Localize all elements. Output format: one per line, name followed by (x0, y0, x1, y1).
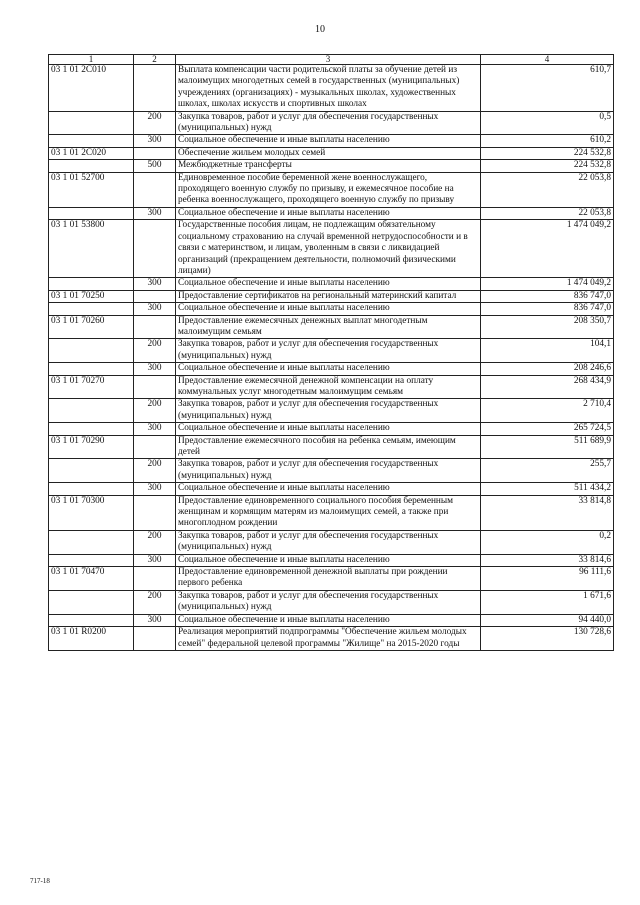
row-expense-type: 300 (134, 363, 176, 375)
row-code: 03 1 01 70470 (49, 567, 134, 591)
row-amount: 511 689,9 (481, 435, 614, 459)
row-expense-type (134, 147, 176, 159)
row-expense-type: 200 (134, 339, 176, 363)
table-row (49, 207, 614, 219)
row-code (49, 135, 134, 147)
row-amount: 130 728,6 (481, 627, 614, 651)
row-description: Предоставление ежемесячного пособия на ребенка семьям, имеющим детей (176, 435, 481, 459)
row-expense-type: 300 (134, 614, 176, 626)
row-description: Социальное обеспечение и иные выплаты населению (176, 423, 481, 435)
table-row (49, 111, 614, 135)
row-code (49, 459, 134, 483)
row-code (49, 483, 134, 495)
row-expense-type (134, 315, 176, 339)
row-amount: 104,1 (481, 339, 614, 363)
table-row (49, 172, 614, 207)
row-code (49, 339, 134, 363)
row-amount: 255,7 (481, 459, 614, 483)
table-row (49, 423, 614, 435)
row-amount: 836 747,0 (481, 290, 614, 302)
column-header: 4 (481, 55, 614, 65)
row-code: 03 1 01 70260 (49, 315, 134, 339)
row-amount: 1 474 049,2 (481, 278, 614, 290)
table-row (49, 363, 614, 375)
row-description: Закупка товаров, работ и услуг для обеспечения государственных (муниципальных) нужд (176, 111, 481, 135)
table-row (49, 375, 614, 399)
row-amount: 0,5 (481, 111, 614, 135)
table-row (49, 339, 614, 363)
row-code (49, 554, 134, 566)
row-amount: 511 434,2 (481, 483, 614, 495)
row-amount: 94 440,0 (481, 614, 614, 626)
row-code: 03 1 01 70250 (49, 290, 134, 302)
row-code (49, 207, 134, 219)
row-amount: 1 474 049,2 (481, 220, 614, 278)
row-code (49, 111, 134, 135)
table-header-row (49, 55, 614, 65)
table-row (49, 147, 614, 159)
row-expense-type: 300 (134, 207, 176, 219)
row-code (49, 363, 134, 375)
row-expense-type (134, 627, 176, 651)
row-code: 03 1 01 2С010 (49, 65, 134, 112)
row-expense-type (134, 65, 176, 112)
row-expense-type (134, 495, 176, 530)
budget-table (48, 54, 614, 651)
row-amount: 208 350,7 (481, 315, 614, 339)
row-code: 03 1 01 53800 (49, 220, 134, 278)
row-code (49, 303, 134, 315)
row-expense-type: 500 (134, 160, 176, 172)
table-row (49, 614, 614, 626)
table-row (49, 530, 614, 554)
table-row (49, 590, 614, 614)
row-description: Предоставление ежемесячной денежной компенсации на оплату коммунальных услуг многодетным малоимущим семьям (176, 375, 481, 399)
row-code: 03 1 01 70270 (49, 375, 134, 399)
row-amount: 610,2 (481, 135, 614, 147)
row-amount: 2 710,4 (481, 399, 614, 423)
row-amount: 0,2 (481, 530, 614, 554)
row-description: Предоставление ежемесячных денежных выплат многодетным малоимущим семьям (176, 315, 481, 339)
row-amount: 1 671,6 (481, 590, 614, 614)
table-row (49, 220, 614, 278)
row-expense-type (134, 375, 176, 399)
table-row (49, 303, 614, 315)
row-code: 03 1 01 2С020 (49, 147, 134, 159)
row-code (49, 614, 134, 626)
row-description: Социальное обеспечение и иные выплаты населению (176, 554, 481, 566)
row-description: Предоставление единовременной денежной выплаты при рождении первого ребенка (176, 567, 481, 591)
row-description: Обеспечение жильем молодых семей (176, 147, 481, 159)
row-description: Выплата компенсации части родительской платы за обучение детей из малоимущих многодетных семей в государственных (муниципальных) учреждениях (организациях) - музыкальных школах, художественных школах, школах искусств и спортивных школах (176, 65, 481, 112)
row-expense-type: 300 (134, 554, 176, 566)
row-code (49, 590, 134, 614)
row-description: Предоставление единовременного социального пособия беременным женщинам и кормящим матерям из малоимущих семей, а также при многоплодном рождении (176, 495, 481, 530)
table-row (49, 315, 614, 339)
row-expense-type (134, 290, 176, 302)
row-expense-type (134, 435, 176, 459)
row-amount: 265 724,5 (481, 423, 614, 435)
table-row (49, 483, 614, 495)
row-amount: 836 747,0 (481, 303, 614, 315)
row-expense-type: 200 (134, 459, 176, 483)
row-amount: 96 111,6 (481, 567, 614, 591)
row-expense-type (134, 220, 176, 278)
row-description: Закупка товаров, работ и услуг для обеспечения государственных (муниципальных) нужд (176, 399, 481, 423)
table-row (49, 135, 614, 147)
row-code (49, 399, 134, 423)
row-code (49, 530, 134, 554)
table-row (49, 435, 614, 459)
row-amount: 224 532,8 (481, 147, 614, 159)
row-description: Социальное обеспечение и иные выплаты населению (176, 303, 481, 315)
row-expense-type: 300 (134, 423, 176, 435)
table-row (49, 459, 614, 483)
row-amount: 33 814,6 (481, 554, 614, 566)
table-row (49, 160, 614, 172)
row-description: Социальное обеспечение и иные выплаты населению (176, 614, 481, 626)
table-row (49, 567, 614, 591)
row-amount: 268 434,9 (481, 375, 614, 399)
column-header: 1 (49, 55, 134, 65)
column-header: 3 (176, 55, 481, 65)
row-code (49, 423, 134, 435)
row-description: Единовременное пособие беременной жене военнослужащего, проходящего военную службу по призыву, и ежемесячное пособие на ребенка военнослужащего, проходящего военную службу по призыву (176, 172, 481, 207)
table-row (49, 495, 614, 530)
column-header: 2 (134, 55, 176, 65)
row-expense-type (134, 567, 176, 591)
row-amount: 224 532,8 (481, 160, 614, 172)
row-amount: 33 814,8 (481, 495, 614, 530)
row-expense-type: 300 (134, 483, 176, 495)
row-description: Социальное обеспечение и иные выплаты населению (176, 483, 481, 495)
row-code: 03 1 01 52700 (49, 172, 134, 207)
row-expense-type: 300 (134, 278, 176, 290)
row-description: Закупка товаров, работ и услуг для обеспечения государственных (муниципальных) нужд (176, 530, 481, 554)
table-row (49, 399, 614, 423)
row-description: Закупка товаров, работ и услуг для обеспечения государственных (муниципальных) нужд (176, 339, 481, 363)
footer-code: 717-18 (30, 877, 50, 885)
table-row (49, 65, 614, 112)
row-description: Социальное обеспечение и иные выплаты населению (176, 363, 481, 375)
row-expense-type: 200 (134, 530, 176, 554)
row-amount: 22 053,8 (481, 207, 614, 219)
row-description: Социальное обеспечение и иные выплаты населению (176, 207, 481, 219)
row-expense-type: 300 (134, 135, 176, 147)
row-description: Закупка товаров, работ и услуг для обеспечения государственных (муниципальных) нужд (176, 590, 481, 614)
row-description: Социальное обеспечение и иные выплаты населению (176, 278, 481, 290)
row-expense-type (134, 172, 176, 207)
row-expense-type: 200 (134, 111, 176, 135)
row-amount: 22 053,8 (481, 172, 614, 207)
row-description: Предоставление сертификатов на региональный материнский капитал (176, 290, 481, 302)
row-description: Социальное обеспечение и иные выплаты населению (176, 135, 481, 147)
table-row (49, 627, 614, 651)
row-description: Государственные пособия лицам, не подлежащим обязательному социальному страхованию на случай временной нетрудоспособности и в связи с материнством, и лицам, уволенным в связи с ликвидацией организаций (прекращением деятельности, полномочий физическими лицами) (176, 220, 481, 278)
row-expense-type: 200 (134, 399, 176, 423)
row-amount: 208 246,6 (481, 363, 614, 375)
page-number: 10 (315, 24, 325, 35)
table-row (49, 554, 614, 566)
table-row (49, 290, 614, 302)
row-description: Реализация мероприятий подпрограммы "Обеспечение жильем молодых семей" федеральной целевой программы "Жилище" на 2015-2020 годы (176, 627, 481, 651)
row-expense-type: 200 (134, 590, 176, 614)
row-description: Закупка товаров, работ и услуг для обеспечения государственных (муниципальных) нужд (176, 459, 481, 483)
row-expense-type: 300 (134, 303, 176, 315)
row-description: Межбюджетные трансферты (176, 160, 481, 172)
row-code: 03 1 01 R0200 (49, 627, 134, 651)
row-code: 03 1 01 70300 (49, 495, 134, 530)
row-code: 03 1 01 70290 (49, 435, 134, 459)
row-amount: 610,7 (481, 65, 614, 112)
row-code (49, 160, 134, 172)
row-code (49, 278, 134, 290)
table-row (49, 278, 614, 290)
